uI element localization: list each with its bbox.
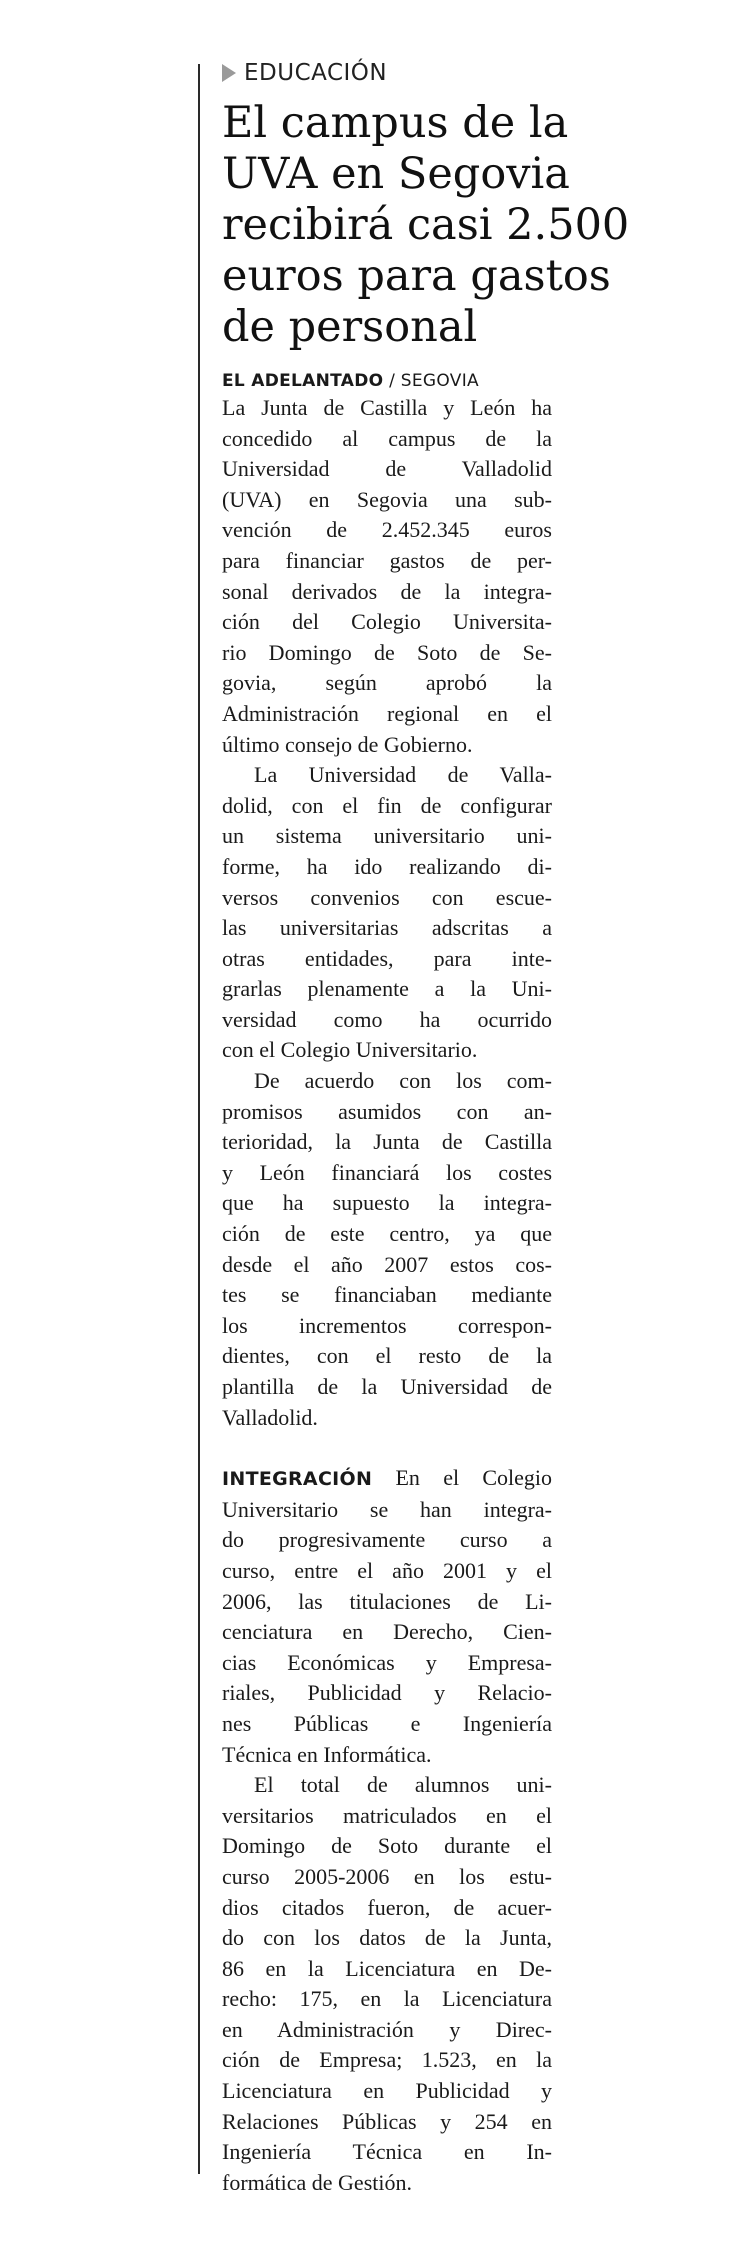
byline-location: SEGOVIA	[400, 371, 479, 391]
text-line: vención de 2.452.345 euros	[222, 517, 552, 543]
text-line: para financiar gastos de per-	[222, 547, 552, 573]
text-line: recho: 175, en la Licenciatura	[222, 1986, 552, 2012]
arrow-icon	[222, 64, 236, 82]
text-line: versos convenios con escue-	[222, 884, 552, 910]
byline	[222, 371, 552, 391]
paragraph-2	[222, 760, 552, 1066]
text-line: que ha supuesto la integra-	[222, 1190, 552, 1216]
headline-line: UVA en Segovia	[222, 149, 570, 199]
text-line: tes se financiaban mediante	[222, 1282, 552, 1308]
text-line: los incrementos correspon-	[222, 1312, 552, 1338]
text-line: nes Públicas e Ingeniería	[222, 1710, 552, 1736]
text-line: formática de Gestión.	[222, 2169, 412, 2195]
text-line: ción del Colegio Universita-	[222, 609, 552, 635]
text-line: sonal derivados de la integra-	[222, 578, 552, 604]
text-line: versidad como ha ocurrido	[222, 1006, 552, 1032]
text-line: Técnica en Informática.	[222, 1741, 432, 1767]
text-line: Universidad de Valladolid	[222, 456, 552, 482]
text-line: grarlas plenamente a la Uni-	[222, 976, 552, 1002]
text-line: plantilla de la Universidad de	[222, 1374, 552, 1399]
text-line: 2006, las titulaciones de Li-	[222, 1588, 552, 1614]
byline-separator: /	[383, 371, 401, 391]
headline-line: recibirá casi 2.500	[222, 200, 630, 250]
text-line: concedido al campus de la	[222, 425, 552, 451]
paragraph-4	[222, 1463, 552, 1770]
text-line: y León financiará los costes	[222, 1159, 552, 1185]
text-line: curso 2005-2006 en los estu-	[222, 1863, 552, 1889]
text-line: La Junta de Castilla y León ha	[222, 395, 552, 420]
headline-line: El campus de la	[222, 98, 569, 148]
text-line: último consejo de Gobierno.	[222, 731, 473, 757]
text-line: govia, según aprobó la	[222, 670, 552, 696]
text-line: (UVA) en Segovia una sub-	[222, 486, 552, 512]
column-rule	[198, 64, 200, 2174]
headline	[222, 98, 630, 353]
text-line: De acuerdo con los com-	[254, 1068, 552, 1094]
text-line: do con los datos de la Junta,	[222, 1925, 552, 1951]
text-line: forme, ha ido realizando di-	[222, 853, 552, 879]
text-line: versitarios matriculados en el	[222, 1802, 552, 1828]
text-line: curso, entre el año 2001 y el	[222, 1557, 552, 1583]
text-line: Universitario se han integra-	[222, 1496, 552, 1522]
text-line: Ingeniería Técnica en In-	[222, 2139, 552, 2165]
text-line: El total de alumnos uni-	[254, 1772, 552, 1798]
text-line: promisos asumidos con an-	[222, 1098, 552, 1124]
text-line: desde el año 2007 estos cos-	[222, 1251, 552, 1277]
paragraph-1	[222, 393, 552, 760]
text-line: La Universidad de Valla-	[254, 762, 552, 788]
text-line: otras entidades, para inte-	[222, 945, 552, 971]
text-line: ción de Empresa; 1.523, en la	[222, 2047, 552, 2073]
headline-line: euros para gastos	[222, 251, 611, 301]
text-line: cenciatura en Derecho, Cien-	[222, 1619, 552, 1645]
text-line: Valladolid.	[222, 1404, 318, 1430]
section-label-text: EDUCACIÓN	[244, 60, 388, 86]
text-line: Administración regional en el	[222, 700, 552, 726]
text-line	[222, 1463, 552, 1495]
text-line: cias Económicas y Empresa-	[222, 1649, 552, 1675]
text-line: dientes, con el resto de la	[222, 1343, 552, 1369]
text-line: Licenciatura en Publicidad y	[222, 2078, 552, 2104]
news-clipping	[222, 60, 630, 2198]
text-line: en Administración y Direc-	[222, 2016, 552, 2042]
paragraph-3	[222, 1066, 552, 1433]
byline-agency: EL ADELANTADO	[222, 371, 384, 391]
text-line: las universitarias adscritas a	[222, 915, 552, 941]
text-line: dolid, con el fin de configurar	[222, 792, 552, 818]
section-label	[222, 60, 552, 86]
section-gap	[222, 1433, 552, 1463]
text-line: 86 en la Licenciatura en De-	[222, 1955, 552, 1981]
text-line: do progresivamente curso a	[222, 1527, 552, 1553]
text-line: ción de este centro, ya que	[222, 1221, 552, 1247]
paragraph-5	[222, 1770, 552, 2198]
text-line: con el Colegio Universitario.	[222, 1037, 478, 1063]
lead-in-rest: En el Colegio	[372, 1465, 552, 1491]
subhead-lead-in: INTEGRACIÓN	[222, 1468, 373, 1491]
text-line: terioridad, la Junta de Castilla	[222, 1129, 552, 1155]
headline-line: de personal	[222, 302, 478, 352]
article-body	[222, 393, 552, 2198]
text-line: un sistema universitario uni-	[222, 823, 552, 849]
text-line: riales, Publicidad y Relacio-	[222, 1680, 552, 1706]
text-line: Relaciones Públicas y 254 en	[222, 2108, 552, 2134]
text-line: Domingo de Soto durante el	[222, 1833, 552, 1859]
text-line: rio Domingo de Soto de Se-	[222, 639, 552, 665]
text-line: dios citados fueron, de acuer-	[222, 1894, 552, 1920]
